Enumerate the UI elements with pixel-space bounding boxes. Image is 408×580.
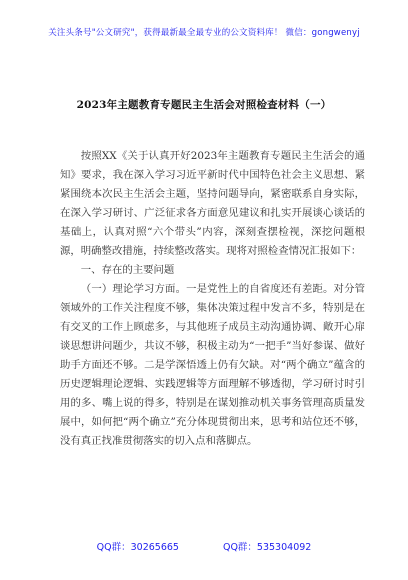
header-note: 关注头条号"公文研究"，获得最新最全最专业的公文资料库！ 微信：gongwenyj	[48, 28, 360, 38]
qq-group-2: QQ群：535304092	[222, 542, 312, 553]
document-title: 2023年主题教育专题民主生活会对照检查材料（一）	[76, 99, 332, 111]
section-heading: 一、存在的主要问题	[80, 264, 175, 276]
qq-group-1: QQ群：30265665	[96, 542, 179, 553]
document-body	[60, 147, 365, 451]
intro-paragraph: 按照XX《关于认真开好2023年主题教育专题民主生活会的通知》要求，我在深入学习习近平新时代中国特色社会主义思想、紧紧围绕本次民主生活会主题，坚持问题导向，紧密联系自身实际，在深入学习研讨、广泛征求各方面意见建议和扎实开展谈心谈话的基础上，认真对照“六个带头”内容，深刻查摆检视，深挖问题根源，明确整改措施，持续整改落实。现将对照检查情况汇报如下：	[60, 150, 365, 257]
footer-contacts	[0, 539, 408, 553]
body-paragraph: （一）理论学习方面。一是党性上的自省度还有差距。对分管领域外的工作关注程度不够，集体决策过程中发言不多，特别是在有交叉的工作上顾虑多，与其他班子成员主动沟通协调、敞开心扉谈思想讲问题少，共议不够，积极主动为“一把手”当好参谋、做好助手方面还不够。二是学深悟透上仍有欠缺。对“两个确立”蕴含的历史逻辑理论逻辑、实践逻辑等方面理解不够透彻，学习研讨时引用的多、嘴上说的得多，特别是在谋划推动机关事务管理高质量发展中，如何把“两个确立”充分体现贯彻出来，思考和站位还不够，没有真正找准贯彻落实的切入点和落脚点。	[60, 283, 365, 447]
